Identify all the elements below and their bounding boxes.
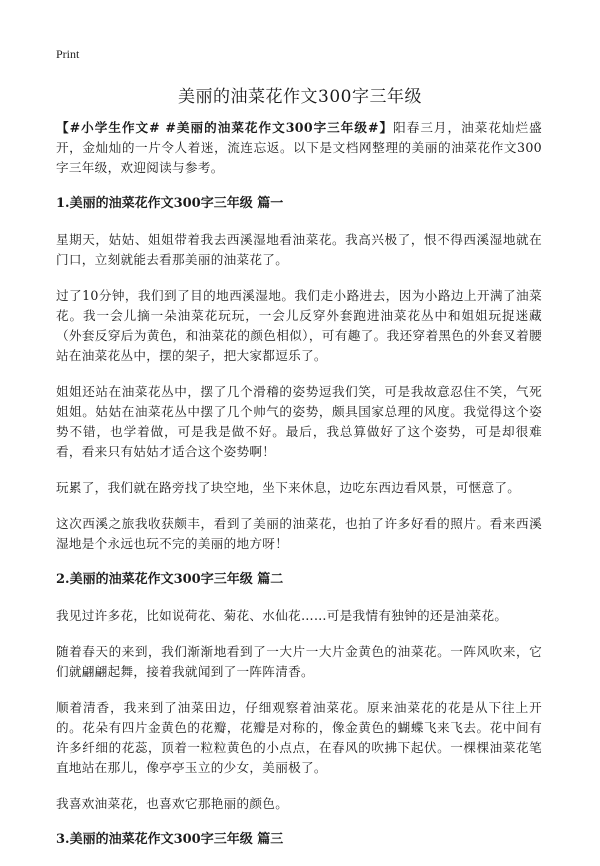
section-heading-2: 2.美丽的油菜花作文300字三年级 篇二: [56, 572, 284, 587]
paragraph: 这次西溪之旅我收获颇丰，看到了美丽的油菜花，也拍了许多好看的照片。看来西溪湿地是个永远也玩不完的美丽的地方呀！: [56, 516, 542, 551]
page-title: 美丽的油菜花作文300字三年级: [178, 87, 422, 107]
paragraph: 随着春天的来到，我们渐渐地看到了一大片一大片金黄色的油菜花。一阵风吹来，它们就翩翩起舞，接着我就闻到了一阵阵清香。: [56, 644, 542, 679]
paragraph: 玩累了，我们就在路旁找了块空地，坐下来休息，边吃东西边看风景，可惬意了。: [56, 480, 521, 495]
intro-paragraph: [56, 118, 542, 178]
paragraph: 顺着清香，我来到了油菜田边，仔细观察着油菜花。原来油菜花的花是从下往上开的。花朵有四片金黄色的花瓣，花瓣是对称的，像金黄色的蝴蝶飞来飞去。花中间有许多纤细的花蕊，顶着一粒粒黄色的小点点，在春风的吹拂下起伏。一棵棵油菜花笔直地站在那儿，像亭亭玉立的少女，美丽极了。: [56, 700, 542, 775]
paragraph: 我喜欢油菜花，也喜欢它那艳丽的颜色。: [56, 796, 289, 811]
section-heading-3: 3.美丽的油菜花作文300字三年级 篇三: [56, 832, 284, 847]
print-link[interactable]: Print: [56, 47, 80, 61]
paragraph: 我见过许多花，比如说荷花、菊花、水仙花……可是我情有独钟的还是油菜花。: [56, 608, 508, 623]
section-heading-1: 1.美丽的油菜花作文300字三年级 篇一: [56, 196, 284, 211]
article-body: [56, 118, 542, 866]
intro-text: 阳春三月，油菜花灿烂盛开，金灿灿的一片令人着迷，流连忘返。以下是文档网整理的美丽的油菜花作文300字三年级，欢迎阅读与参考。: [56, 120, 542, 175]
paragraph: 过了10分钟，我们到了目的地西溪湿地。我们走小路进去，因为小路边上开满了油菜花。我一会儿摘一朵油菜花玩玩，一会儿反穿外套跑进油菜花丛中和姐姐玩捉迷藏（外套反穿后为黄色，和油菜花的颜色相似），可有趣了。我还穿着黑色的外套叉着腰站在油菜花丛中，摆的架子，把大家都逗乐了。: [56, 288, 542, 363]
paragraph: 星期天，姑姑、姐姐带着我去西溪湿地看油菜花。我高兴极了，恨不得西溪湿地就在门口，立刻就能去看那美丽的油菜花了。: [56, 232, 542, 267]
intro-tags: 【#小学生作文# #美丽的油菜花作文300字三年级#】: [56, 120, 394, 135]
paragraph: 姐姐还站在油菜花丛中，摆了几个滑稽的姿势逗我们笑，可是我故意忍住不笑，气死姐姐。姑姑在油菜花丛中摆了几个帅气的姿势，颇具国家总理的风度。我觉得这个姿势不错，也学着做，可是我是做不好。最后，我总算做好了这个姿势，可是却很难看，看来只有姑姑才适合这个姿势啊！: [56, 384, 542, 459]
